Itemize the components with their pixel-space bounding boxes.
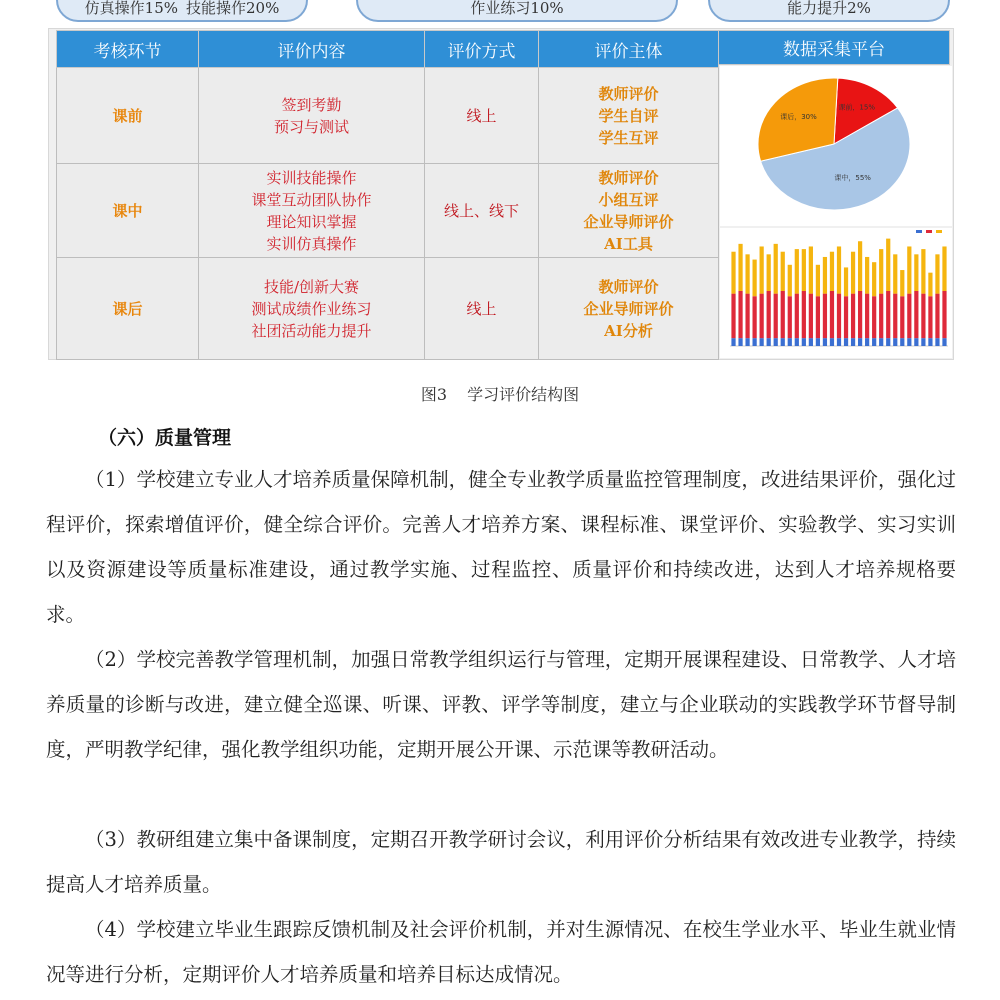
bar-segment [830,291,834,338]
pie-slice-label: 课中，55% [834,174,871,183]
pie-chart [720,66,952,226]
top-pill-2 [356,0,678,22]
pill-text: 作业练习10% [470,0,564,17]
top-pill-1 [56,0,308,22]
subject-line: 学生互评 [598,128,659,147]
bar-segment [774,338,778,346]
bar-segment [809,294,813,339]
subject-line: AI分析 [604,321,653,340]
bar-segment [788,265,792,296]
bar-segment [816,338,820,346]
bar-segment [886,239,890,291]
bar-segment [738,291,742,338]
bar-segment [935,294,939,339]
pill-text: 技能操作20% [186,0,280,17]
bar-segment [809,338,813,346]
bar-segment [872,262,876,296]
stage-cell: 课前 [57,68,199,164]
content-line: 实训仿真操作 [266,234,357,253]
paragraph: （3）教研组建立集中备课制度，定期召开教学研讨会议，利用评价分析结果有效改进专业教学，持续提高人才培养质量。 [46,828,956,896]
bar-segment [851,338,855,346]
bar-segment [816,296,820,338]
subject-line: 教师评价 [598,277,659,296]
paragraph: （4）学校建立毕业生跟踪反馈机制及社会评价机制，并对生源情况、在校生学业水平、毕业生就业情况等进行分析，定期评价人才培养质量和培养目标达成情况。 [46,918,956,986]
stage-cell: 课中 [57,164,199,258]
bar-segment [781,291,785,338]
content-line: 预习与测试 [273,117,349,136]
subject-line: 小组互评 [598,190,659,209]
bar-segment [865,257,869,294]
bar-segment [879,338,883,346]
legend-swatch [926,230,932,233]
content-line: 签到考勤 [281,95,342,114]
figure-caption [0,382,1000,405]
bar-segment [907,246,911,293]
method-cell: 线上 [425,258,539,360]
pill-text: 仿真操作15% [84,0,178,17]
content-cell [199,68,425,164]
method-cell: 线上、线下 [425,164,539,258]
bar-segment [816,265,820,296]
bar-segment [879,249,883,294]
bar-segment [844,267,848,296]
bar-segment [928,338,932,346]
bar-segment [886,291,890,338]
bar-segment [928,296,932,338]
bar-segment [858,291,862,338]
paragraph: （2）学校完善教学管理机制，加强日常教学组织运行与管理，定期开展课程建设、日常教学、人才培养质量的诊断与改进，建立健全巡课、听课、评教、评学等制度，建立与企业联动的实践教学环节督导制度，严明教学纪律，强化教学组织功能，定期开展公开课、示范课等教研活动。 [46,648,956,761]
bar-segment [830,252,834,291]
bar-segment [942,291,946,338]
bar-segment [745,254,749,293]
bar-segment [760,246,764,293]
subject-cell [539,68,719,164]
pie-slice-label: 课前，15% [838,103,875,112]
table-row [57,68,719,164]
bar-segment [865,338,869,346]
bar-segment [928,273,932,297]
table-header-row [57,31,719,68]
bar-segment [731,252,735,294]
bar-segment [900,296,904,338]
content-line: 测试成绩作业练习 [251,299,372,318]
bar-segment [745,338,749,346]
content-line: 课堂互动团队协作 [251,190,372,209]
bar-segment [823,257,827,294]
method-cell: 线上 [425,68,539,164]
content-line: 理论知识掌握 [266,212,357,231]
platform-header: 数据采集平台 [718,30,950,65]
bar-segment [753,338,757,346]
legend-swatch [936,230,942,233]
bar-segment [844,296,848,338]
bar-chart-panel [720,228,952,358]
subject-line: 企业导师评价 [583,299,674,318]
bar-segment [795,249,799,294]
bar-segment [767,338,771,346]
bar-segment [914,338,918,346]
bar-segment [872,338,876,346]
bar-segment [893,254,897,293]
content-cell [199,258,425,360]
bar-segment [858,241,862,291]
bar-segment [935,338,939,346]
bar-segment [914,291,918,338]
bar-segment [760,338,764,346]
bar-segment [731,338,735,346]
bar-segment [844,338,848,346]
subject-line: AI工具 [604,234,653,253]
bar-segment [858,338,862,346]
content-line: 实训技能操作 [266,168,357,187]
bar-segment [830,338,834,346]
bar-segment [893,338,897,346]
bar-segment [738,244,742,291]
bar-segment [774,294,778,339]
bar-segment [942,246,946,291]
content-line: 社团活动能力提升 [251,321,372,340]
bar-segment [788,296,792,338]
section-title: （六）质量管理 [98,427,232,449]
subject-line: 教师评价 [598,84,659,103]
top-pill-3 [708,0,950,22]
bar-segment [802,249,806,291]
bar-segment [823,294,827,339]
bar-segment [795,338,799,346]
bar-segment [760,294,764,339]
header-cell: 考核环节 [57,31,199,68]
bar-segment [774,244,778,294]
content-cell [199,164,425,258]
bar-segment [738,338,742,346]
bar-segment [837,246,841,293]
header-cell: 评价方式 [425,31,539,68]
bar-segment [802,338,806,346]
bar-segment [907,338,911,346]
pie-slice-label: 课后，30% [780,113,817,122]
bar-segment [767,254,771,291]
bar-segment [823,338,827,346]
bar-segment [767,291,771,338]
bar-segment [872,296,876,338]
figure-title: 学习评价结构图 [467,385,580,404]
stage-cell: 课后 [57,258,199,360]
bar-segment [837,338,841,346]
bar-segment [795,294,799,339]
subject-line: 教师评价 [598,168,659,187]
bar-segment [745,294,749,339]
stacked-bar-chart [720,228,952,358]
bar-segment [809,246,813,293]
subject-line: 企业导师评价 [583,212,674,231]
table-row [57,164,719,258]
bar-segment [935,254,939,293]
bar-segment [837,294,841,339]
bar-segment [851,294,855,339]
bar-segment [914,254,918,291]
subject-cell [539,258,719,360]
bar-segment [900,338,904,346]
bar-segment [753,296,757,338]
bar-segment [921,294,925,339]
header-cell: 评价主体 [539,31,719,68]
bar-segment [893,294,897,339]
bar-segment [781,338,785,346]
bar-segment [802,291,806,338]
content-line: 技能/创新大赛 [263,277,360,296]
pill-text: 能力提升2% [787,0,871,17]
bar-segment [781,252,785,291]
table-row [57,258,719,360]
bar-segment [788,338,792,346]
bar-segment [753,260,757,297]
subject-cell [539,164,719,258]
legend-swatch [916,230,922,233]
header-cell: 评价内容 [199,31,425,68]
bar-segment [865,294,869,339]
bar-segment [921,338,925,346]
bar-segment [879,294,883,339]
paragraph: （1）学校建立专业人才培养质量保障机制，健全专业教学质量监控管理制度，改进结果评价，强化过程评价，探索增值评价，健全综合评价。完善人才培养方案、课程标准、课堂评价、实验教学、实习实训以及资源建设等质量标准建设，通过教学实施、过程监控、质量评价和持续改进，达到人才培养规格要求。 [46,468,956,626]
bar-segment [851,252,855,294]
bar-segment [942,338,946,346]
bar-segment [907,294,911,339]
bar-segment [731,294,735,339]
subject-line: 学生自评 [598,106,659,125]
pie-chart-panel [720,66,952,226]
figure-number: 图3 [420,385,448,404]
bar-segment [886,338,890,346]
bar-segment [900,270,904,296]
evaluation-table [56,30,719,360]
bar-segment [921,249,925,294]
